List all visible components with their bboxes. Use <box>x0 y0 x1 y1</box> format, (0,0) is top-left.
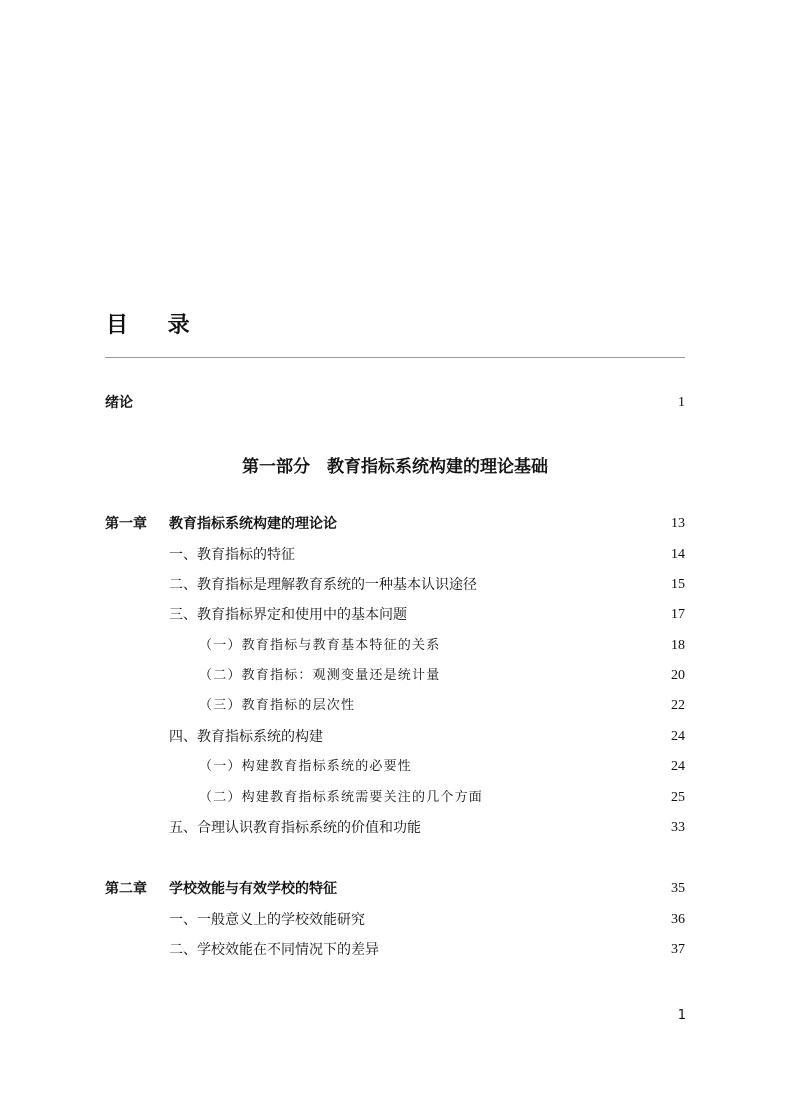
toc-entry[interactable] <box>0 604 790 626</box>
entry-label: 绪论 <box>105 395 133 411</box>
toc-subentry[interactable] <box>0 665 790 687</box>
entry-label: （二）教育指标：观测变量还是统计量 <box>199 668 441 683</box>
toc-entry[interactable] <box>0 544 790 566</box>
entry-label: 五、合理认识教育指标系统的价值和功能 <box>169 820 421 836</box>
toc-subentry[interactable] <box>0 635 790 657</box>
entry-page: 17 <box>671 607 685 622</box>
entry-page: 33 <box>671 820 685 835</box>
entry-label: 二、教育指标是理解教育系统的一种基本认识途径 <box>169 577 477 593</box>
entry-label: （二）构建教育指标系统需要关注的几个方面 <box>199 790 484 805</box>
toc-entry-intro[interactable] <box>0 392 790 414</box>
entry-page: 36 <box>671 912 685 927</box>
page-number: 1 <box>677 1008 686 1023</box>
entry-page: 35 <box>671 881 685 896</box>
entry-page: 15 <box>671 577 685 592</box>
toc-chapter-1[interactable] <box>0 513 790 535</box>
entry-label: （一）教育指标与教育基本特征的关系 <box>199 638 441 653</box>
toc-entry[interactable] <box>0 726 790 748</box>
toc-title: 目 录 <box>106 313 206 338</box>
chapter-number: 第一章 <box>105 516 147 532</box>
toc-entry[interactable] <box>0 817 790 839</box>
entry-page: 13 <box>671 516 685 531</box>
entry-label: 一、教育指标的特征 <box>169 547 295 563</box>
chapter-title: 学校效能与有效学校的特征 <box>169 881 337 897</box>
chapter-number: 第二章 <box>105 881 147 897</box>
toc-subentry[interactable] <box>0 695 790 717</box>
toc-entry[interactable] <box>0 909 790 931</box>
entry-page: 20 <box>671 668 685 683</box>
entry-label: 一、一般意义上的学校效能研究 <box>169 912 365 928</box>
entry-label: 二、学校效能在不同情况下的差异 <box>169 942 379 958</box>
toc-entry[interactable] <box>0 574 790 596</box>
entry-page: 18 <box>671 638 685 653</box>
entry-label: （三）教育指标的层次性 <box>199 698 356 713</box>
entry-page: 22 <box>671 698 685 713</box>
toc-subentry[interactable] <box>0 756 790 778</box>
entry-page: 24 <box>671 759 685 774</box>
entry-label: 三、教育指标界定和使用中的基本问题 <box>169 607 407 623</box>
entry-page: 25 <box>671 790 685 805</box>
entry-page: 1 <box>678 395 685 410</box>
entry-page: 24 <box>671 729 685 744</box>
entry-label: （一）构建教育指标系统的必要性 <box>199 759 413 774</box>
toc-subentry[interactable] <box>0 787 790 809</box>
title-divider <box>105 357 685 358</box>
part-heading: 第一部分 教育指标系统构建的理论基础 <box>242 457 548 477</box>
entry-label: 四、教育指标系统的构建 <box>169 729 323 745</box>
entry-page: 37 <box>671 942 685 957</box>
entry-page: 14 <box>671 547 685 562</box>
toc-chapter-2[interactable] <box>0 878 790 900</box>
chapter-title: 教育指标系统构建的理论论 <box>169 516 337 532</box>
toc-entry[interactable] <box>0 939 790 961</box>
